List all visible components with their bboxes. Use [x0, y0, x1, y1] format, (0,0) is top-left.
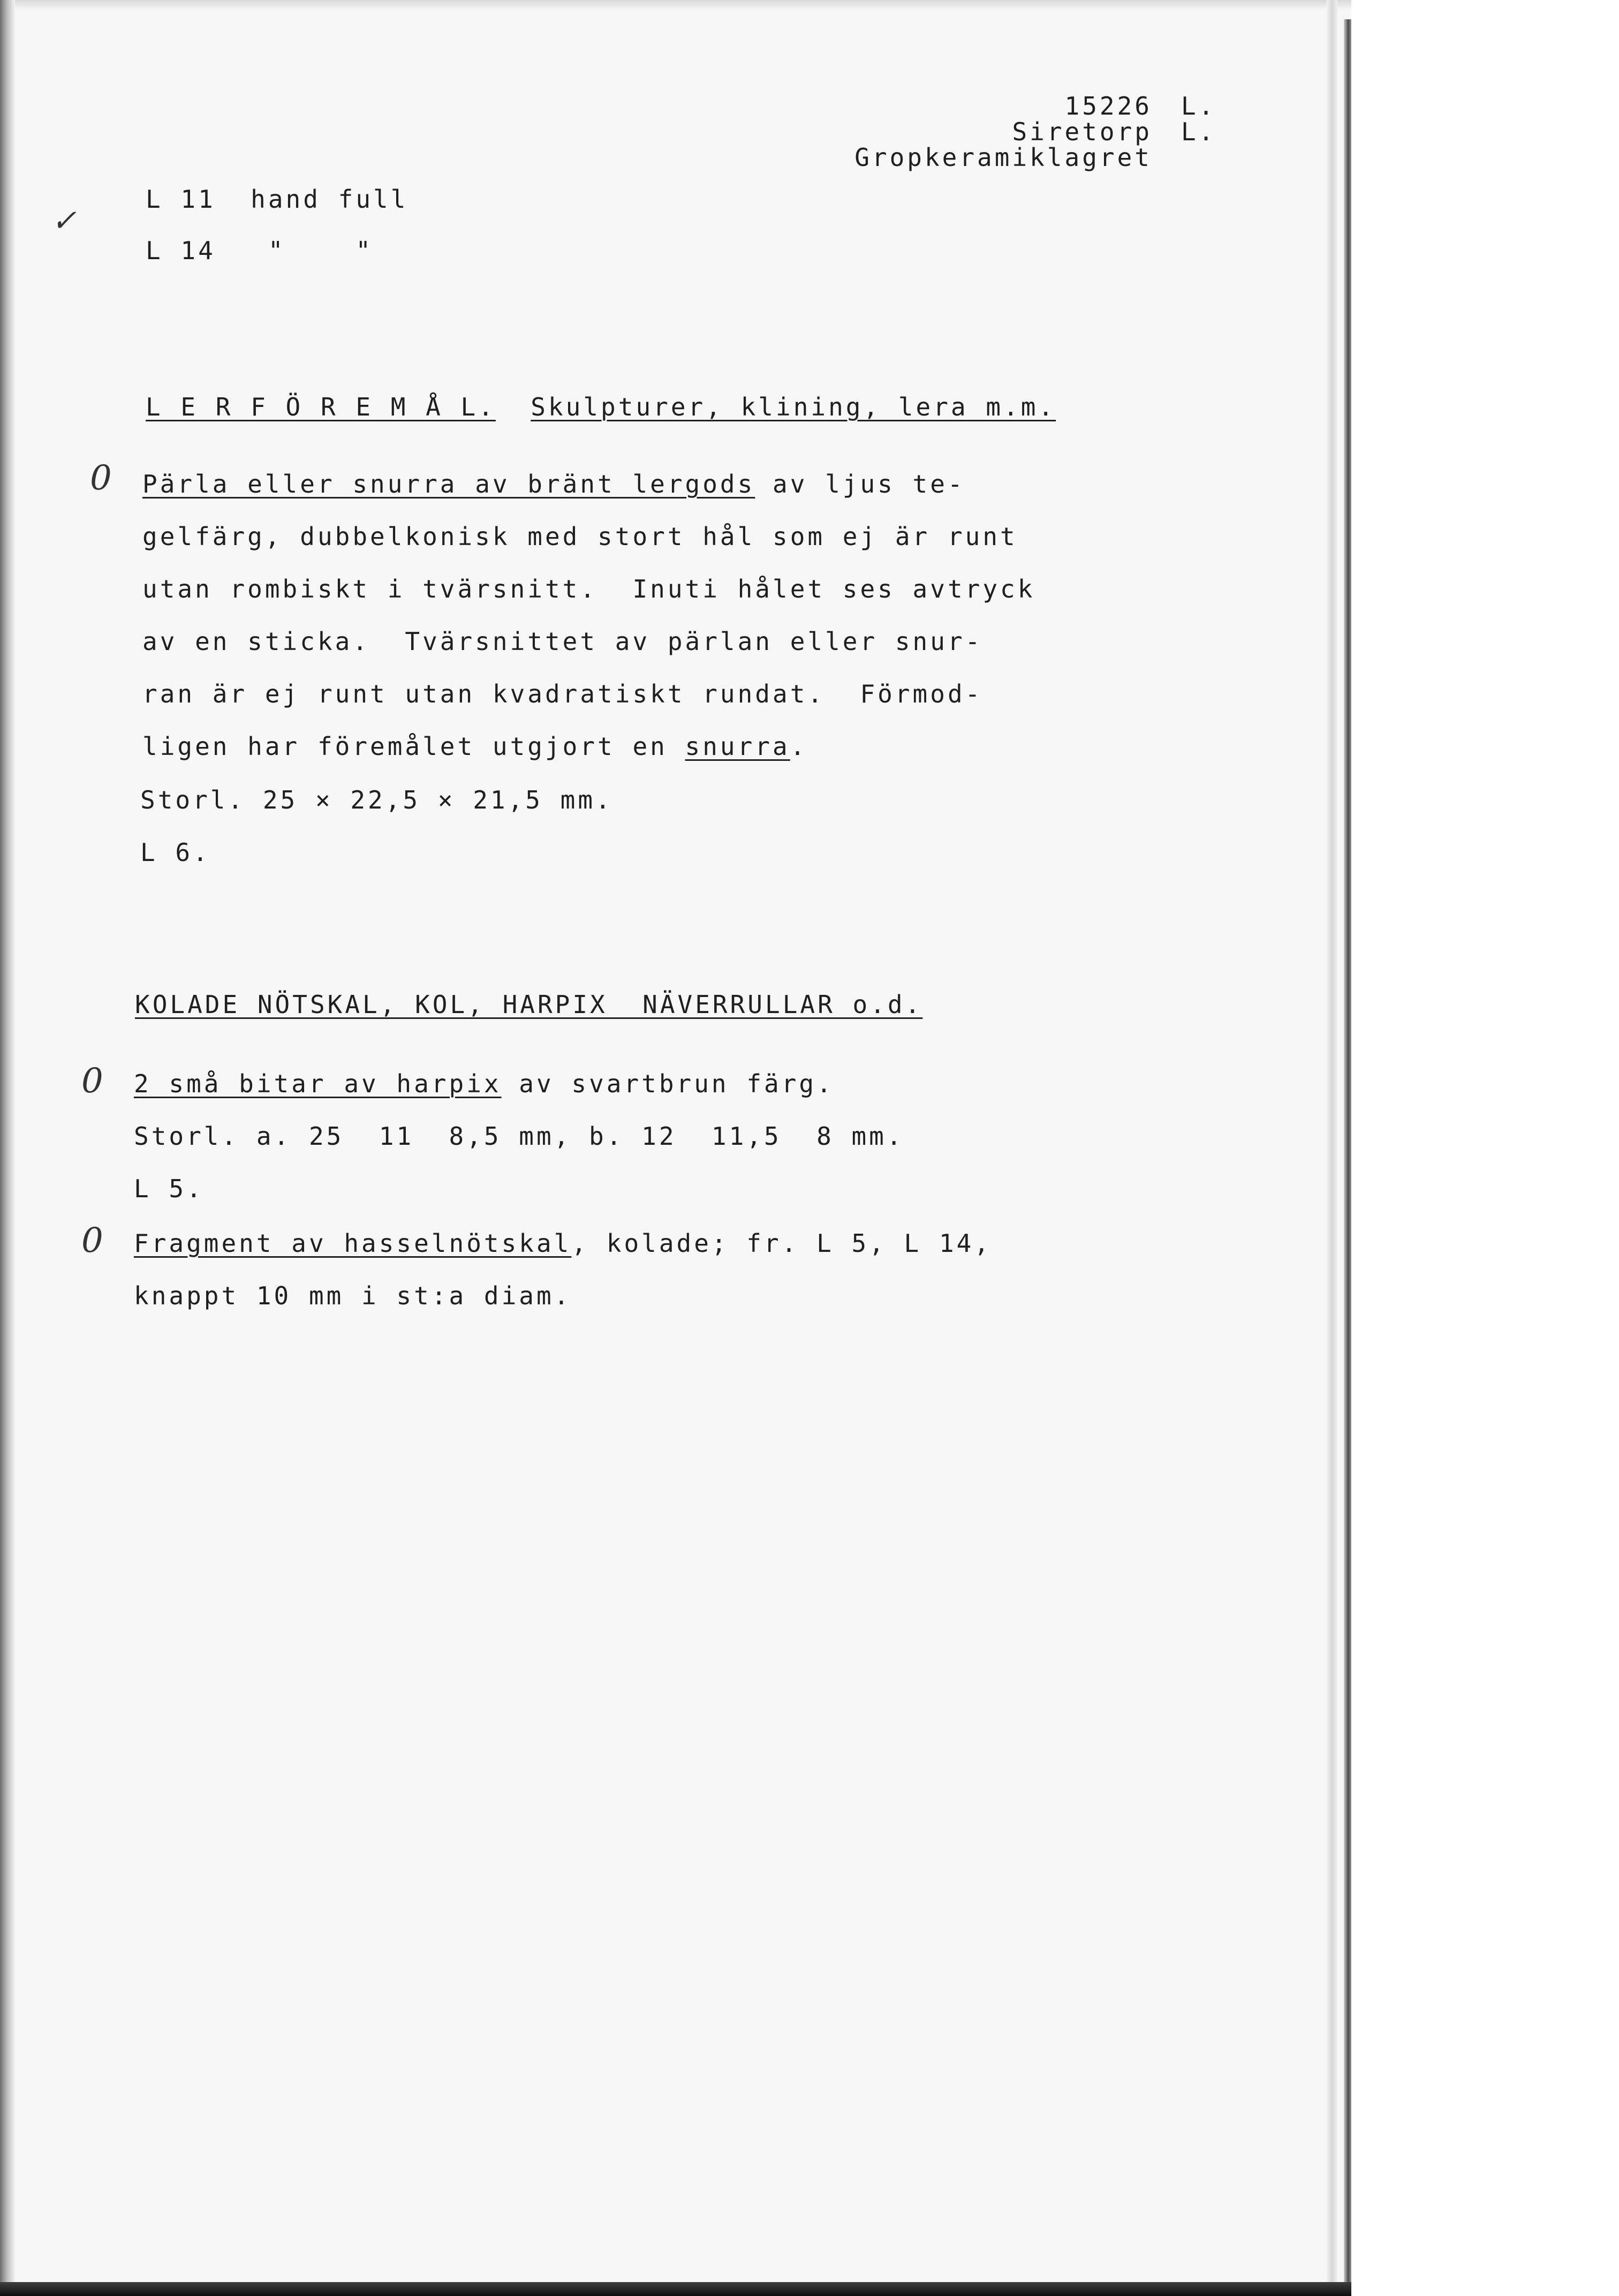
section-heading-clay-b: Skulpturer, klining, lera m.m.: [531, 392, 1056, 421]
top-edge: [15, 0, 1353, 10]
clay-item-line-6: [142, 730, 807, 762]
clay-line-6-end: .: [790, 732, 808, 761]
clay-layer: L 6.: [140, 838, 210, 867]
item-mark-1: 0: [81, 1061, 103, 1101]
sample-line-1: L 11 hand full: [146, 185, 408, 214]
page-edge-dark: [1344, 19, 1351, 2296]
char-item2-title: Fragment av hasselnötskal: [134, 1229, 572, 1258]
section-heading-char-text: KOLADE NÖTSKAL, KOL, HARPIX NÄVERRULLAR o.d.: [135, 990, 923, 1019]
char-item1-rest: av svartbrun färg.: [501, 1069, 834, 1098]
char-item2-line-2: knappt 10 mm i st:a diam.: [134, 1281, 572, 1310]
header-suffix-1: L.: [1181, 92, 1216, 120]
site-name: Siretorp: [1012, 117, 1152, 146]
header-suffix-2: L.: [1181, 117, 1216, 146]
check-mark: ✓: [51, 203, 77, 238]
layer-name: Gropkeramiklagret: [854, 143, 1152, 172]
clay-line-1-rest: av ljus te-: [755, 470, 965, 499]
clay-item-line-4: av en sticka. Tvärsnittet av pärlan eller snur-: [142, 627, 983, 656]
item-mark: 0: [90, 458, 112, 498]
blank-margin: [1351, 0, 1619, 2296]
clay-item-line-5: ran är ej runt utan kvadratiskt rundat. Förmod-: [142, 679, 983, 708]
char-item1-line-1: [134, 1068, 834, 1100]
catalog-number: 15226: [1064, 92, 1152, 120]
char-item1-layer: L 5.: [134, 1174, 204, 1203]
binding-shadow: [0, 0, 15, 2296]
sample-line-2: L 14 " ": [146, 236, 374, 265]
clay-line-6-text: ligen har föremålet utgjort en: [142, 732, 685, 761]
char-item1-size: Storl. a. 25 11 8,5 mm, b. 12 11,5 8 mm.: [134, 1122, 904, 1151]
clay-underlined-word: snurra: [685, 732, 790, 761]
clay-item-line-2: gelfärg, dubbelkonisk med stort hål som ej är runt: [142, 522, 1018, 551]
char-item1-title: 2 små bitar av harpix: [134, 1069, 502, 1098]
char-item2-rest: , kolade; fr. L 5, L 14,: [571, 1229, 992, 1258]
item-mark-2: 0: [81, 1221, 103, 1260]
char-item2-line-1: [134, 1227, 992, 1259]
section-heading-clay: [146, 391, 1056, 423]
clay-size: Storl. 25 × 22,5 × 21,5 mm.: [140, 786, 613, 814]
clay-item-line-3: utan rombiskt i tvärsnitt. Inuti hålet ses avtryck: [142, 575, 1035, 603]
section-heading-char: [135, 988, 922, 1021]
clay-item-line-1: [142, 468, 965, 500]
bottom-edge: [0, 2282, 1351, 2296]
clay-item-title: Pärla eller snurra av bränt lergods: [142, 470, 755, 499]
page-edge: [1327, 0, 1337, 2296]
section-heading-clay-a: L E R F Ö R E M Å L.: [146, 392, 496, 421]
